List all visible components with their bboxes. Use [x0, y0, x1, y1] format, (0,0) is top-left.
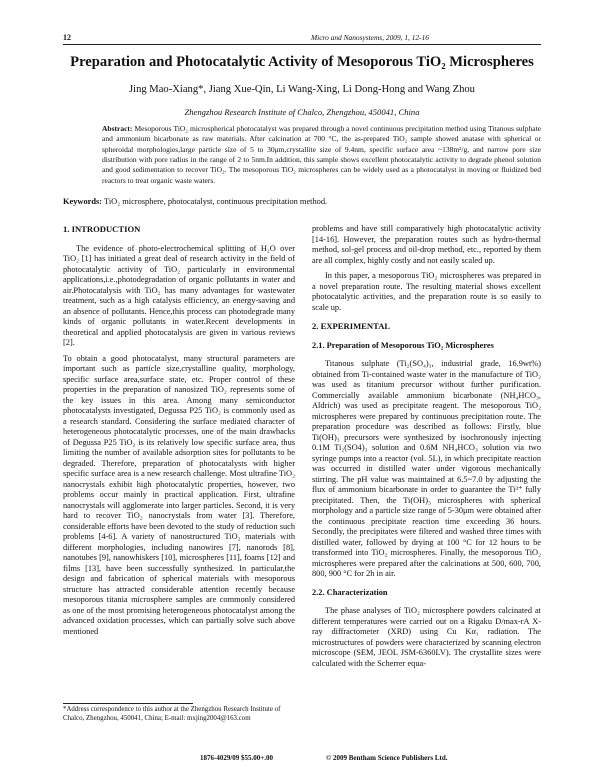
copyright-notice: © 2009 Bentham Science Publishers Ltd.	[326, 754, 448, 762]
paper-title: Preparation and Photocatalytic Activity of Mesoporous TiO₂ Microspheres	[70, 54, 534, 70]
paragraph: problems and have still comparatively high photocatalytic activity [14-16]. However, the preparation routes such as hydro-thermal method, sol-gel process and oil-drop method, etc., reported by them are all complex, highly costly and not easily scaled up.	[312, 224, 541, 265]
footnote-rule	[63, 703, 193, 704]
paragraph: Titanous sulphate (Ti₂(SO₄)₃, industrial grade, 16.9wt%) obtained from Ti-contained waste water in the manufacture of TiO₂ was used as titanium precursor without further purification. Commercially available ammonium bicarbonate (NH₄HCO₃, Aldrich) was used as precipitate reagent. The mesoporous TiO₂ microspheres were prepared by continuous precipitation route. The preparation procedure was described as follows: Firstly, blue Ti(OH)₃ precursors were synthesized by isochronously injecting 0.1M Ti₂(SO4)₃ solution and 0.6M NH₄HCO₃ solution via two syringe pumps into a reactor (vol. 5L), in which precipitate reaction was occurred in distilled water under vigorous mechanically stirring. The pH value was maintained at 6.5~7.0 by adjusting the flux of ammonium bicarbonate in order to guarantee the Ti³⁺ fully precipitated. Then, the Ti(OH)₃ microspheres with spherical morphology and a particle size range of 5-30μm were obtained after the continuous precipitate reaction time exceeding 36 hours. Secondly, the precipitates were filtered and washed three times with distilled water, followed by drying at 100 °C for 12 hours to be transformed into TiO₂ microspheres. Finally, the mesoporous TiO₂ microspheres were prepared after the calcinations at 500, 600, 700, 800, 900 °C for 2h in air.	[312, 359, 541, 578]
left-column	[63, 224, 295, 642]
issn-price: 1876-4029/09 $55.00+.00	[200, 754, 274, 762]
author-list: Jing Mao-Xiang*, Jiang Xue-Qin, Li Wang-Xing, Li Dong-Hong and Wang Zhou	[129, 84, 475, 95]
subsection-heading-preparation: 2.1. Preparation of Mesoporous TiO₂ Microspheres	[312, 340, 494, 350]
section-heading-introduction: 1. INTRODUCTION	[63, 224, 141, 234]
journal-citation: Micro and Nanosystems, 2009, 1, 12-16	[311, 33, 429, 42]
abstract-text: Mesoporous TiO₂ microspherical photocatalyst was prepared through a novel continuous precipitation method using Titanous sulphate and ammonium bicarbonate as raw materials. After calcination at 700 °C, the as-prepared TiO₂ sample showed anatase with spherical or spheroidal morphologies,large particle size of 5 to 30μm,crystallite size of 9.4nm, specific surface area ~138m²/g, and narrow pore size distribution with pore radius in the range of 2 to 5nm.In addition, this sample shows excellent photocatalytic activity to degrade phenol solution and good sedimentation to recover TiO₂. The mesoporous TiO₂ microspheres can be widely used as a photocatalyst in moving or fluidized bed reactors to treat organic waste waters.	[102, 124, 542, 185]
section-heading-experimental: 2. EXPERIMENTAL	[312, 321, 391, 331]
keywords-label: Keywords:	[63, 197, 103, 206]
right-column	[312, 224, 541, 674]
abstract-label: Abstract:	[102, 124, 133, 133]
paragraph: In this paper, a mesoporous TiO₂ microspheres was prepared in a novel preparation route. The resulting material shows excellent photocatalytic activities, and the preparation route is so easily to scale up.	[312, 271, 541, 312]
paragraph: The evidence of photo-electrochemical splitting of H₂O over TiO₂ [1] has initiated a great deal of research activity in the field of photocatalytic activity of TiO₂ particularly in environmental applications,i.e.,photodegradation of organic pollutants in water and air.Photocatalysis with TiO₂ has many advantages for wastewater treatment, such as a high catalysis efficiency, an energy-saving and an absence of pollutants. Hence,this process can photodegrade many kinds of organic pollutants in water.Recent developments in theoretical and applied photocatalysis are given in various reviews [2].	[63, 243, 295, 347]
keywords	[63, 197, 541, 206]
affiliation: Zhengzhou Research Institute of Chalco, Zhengzhou, 450041, China	[184, 107, 420, 117]
page-number: 12	[63, 33, 71, 42]
correspondence-footnote: *Address correspondence to this author at the Zhengzhou Research Institute of Chalco, Zhengzhou, 450041, China; E-mail: mxjing2004@163.com	[63, 706, 281, 722]
keywords-text: TiO₂ microsphere, photocatalyst, continuous precipitation method.	[104, 197, 328, 206]
paragraph: The phase analyses of TiO₂ microsphere powders calcinated at different temperatures were carried out on a Rigaku D/max-rA X-ray diffractometer (XRD) using Cu Kα₁ radiation. The microstructures of powders were characterized by scanning electron microscope (SEM, JEOL JSM-6360LV). The crystallite sizes were calculated with the Scherrer equa-	[312, 606, 541, 668]
subsection-heading-characterization: 2.2. Characterization	[312, 587, 388, 597]
header-rule	[63, 44, 541, 45]
paragraph: To obtain a good photocatalyst, many structural parameters are important such as particle size,crystalline quality, morphology, specific surface area,surface state, etc. Proper control of these properties in the preparation of nanosized TiO₂ represents some of the key issues in this area. Among many semiconductor photocatalysts investigated, Degussa P25 TiO₂ is commonly used as a research standard. Considering the surface mediated character of heterogeneous photocatalytic processes, one of the main drawbacks of Degussa P25 TiO₂ is its relatively low specific surface area, thus limiting the number of available adsorption sites for pollutants to be degraded. Therefore, preparation of photocatalysts with higher specific surface area is a new research challenge. Most ultrafine TiO₂ nanocrystals exhibit high photocatalytic properties, however, two problems occur mainly in practical application. First, ultrafine nanocrystals will agglomerate into larger particles. Second, it is very hard to recover TiO₂ nanocrystals from water [3]. Therefore, considerable efforts have been devoted to the study of reduction such problems [4-6]. A variety of nanostructured TiO₂ materials with different morphologies, including nanowires [7], nanorods [8], nanotubes [9], nanowhiskers [10], microspheres [11], foams [12] and films [13], have been successfully synthesized. In particular,the design and fabrication of spherical materials with mesoporous structure has attracted considerable attention recently because mesoporous titania microsphere samples are commonly considered as one of the most promising heterogeneous photocatalyst among the advanced oxidation processes, which can partially solve such above mentioned	[63, 353, 295, 636]
abstract	[102, 124, 541, 186]
